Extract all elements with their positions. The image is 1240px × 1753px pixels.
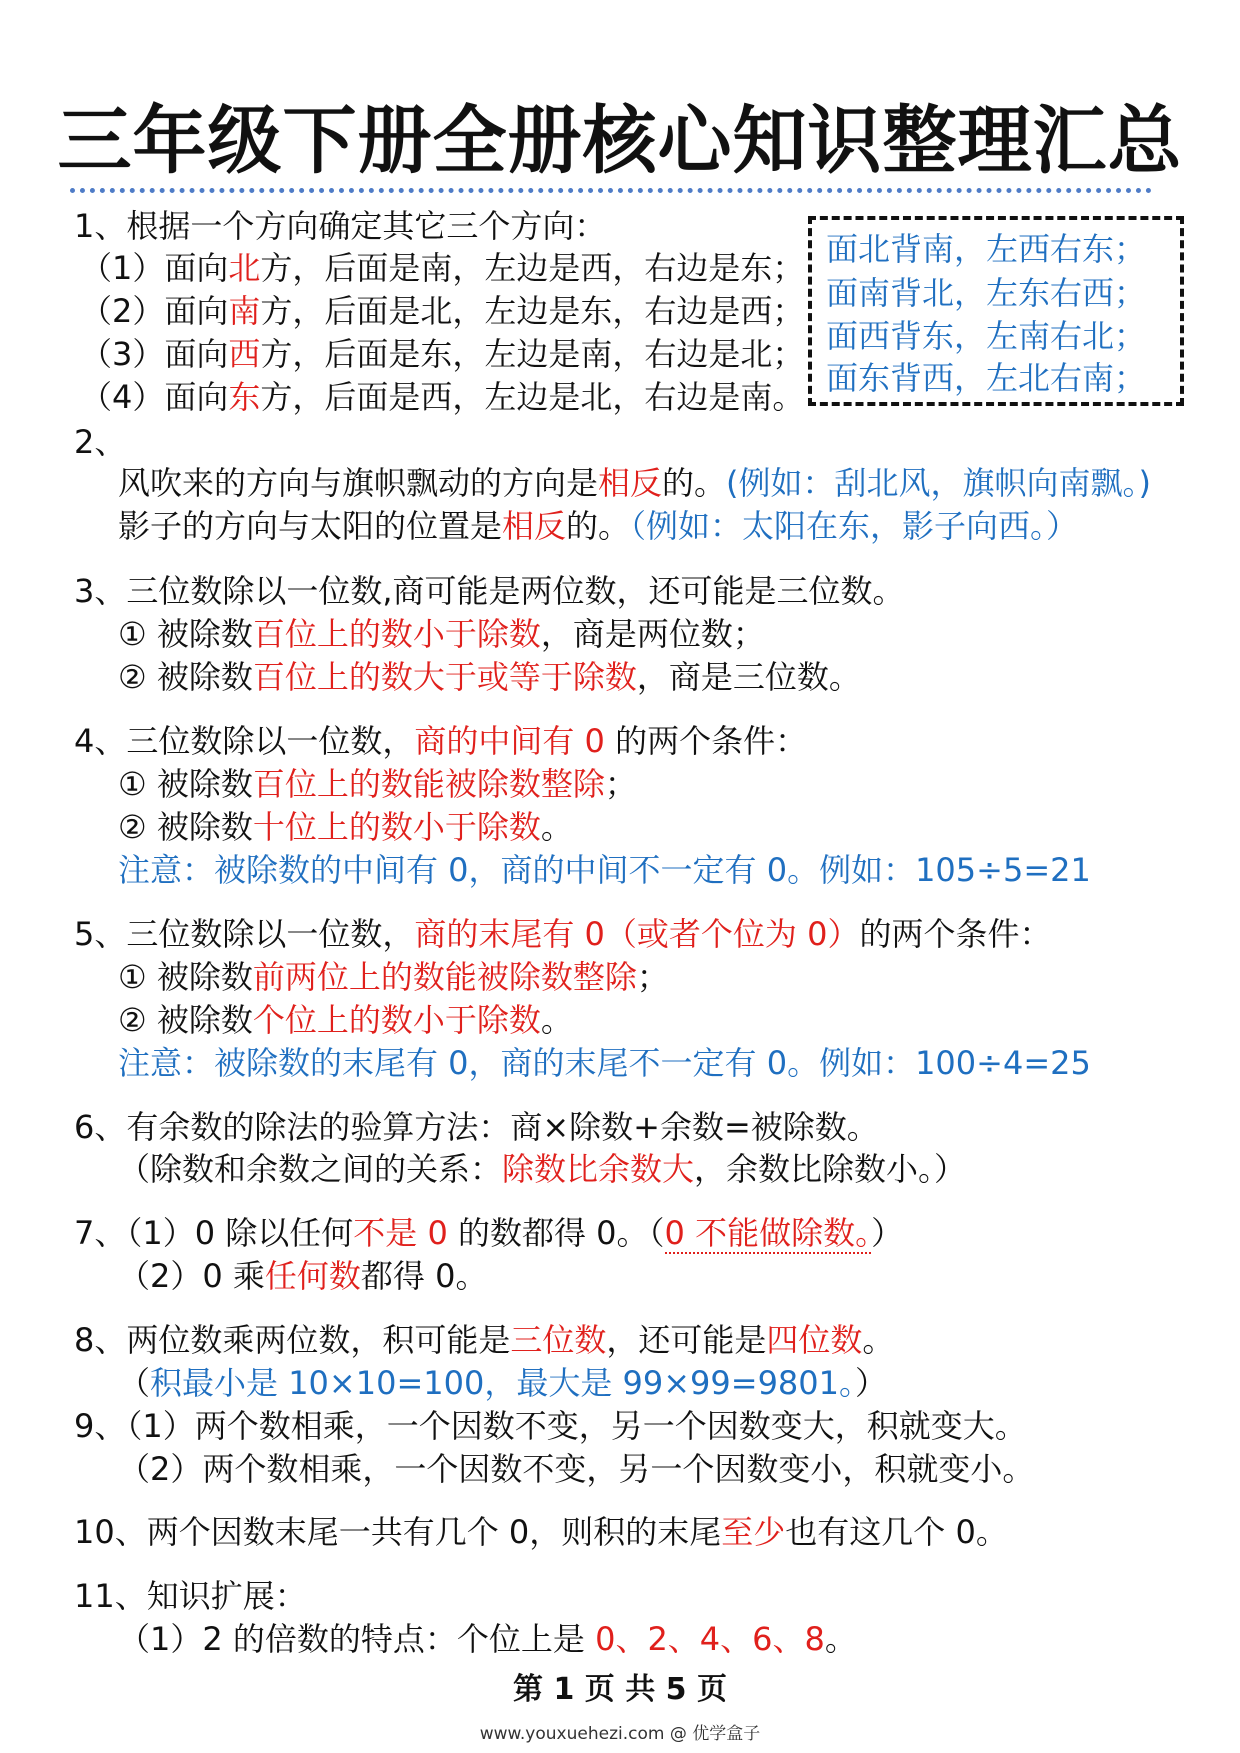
s8-line-1: （积最小是 10×10=100，最大是 99×99=9801。） [118, 1364, 888, 1402]
s6-line-1: （除数和余数之间的关系：除数比余数大，余数比除数小。） [118, 1150, 967, 1188]
s7-line-2: （2）0 乘任何数都得 0。 [118, 1257, 488, 1295]
s8-heading: 8、两位数乘两位数，积可能是三位数，还可能是四位数。 [74, 1321, 895, 1359]
page-title: 三年级下册全册核心知识整理汇总 [57, 98, 1183, 184]
s10-line: 10、两个因数末尾一共有几个 0，则积的末尾至少也有这几个 0。 [74, 1513, 1008, 1551]
page-number: 第 1 页 共 5 页 [513, 1672, 727, 1707]
s1-line-1: （1）面向北方，后面是南，左边是西，右边是东； [80, 249, 805, 287]
s9-line-1: 9、（1）两个数相乘，一个因数不变，另一个因数变大，积就变大。 [74, 1407, 1027, 1445]
s3-heading: 3、三位数除以一位数,商可能是两位数，还可能是三位数。 [74, 572, 905, 610]
s11-heading: 11、知识扩展： [74, 1577, 307, 1615]
s5-note: 注意：被除数的末尾有 0，商的末尾不一定有 0。例如：100÷4=25 [118, 1044, 1091, 1082]
s2-line-1: 风吹来的方向与旗帜飘动的方向是相反的。(例如：刮北风，旗帜向南飘。) [118, 464, 1152, 502]
s4-heading: 4、三位数除以一位数，商的中间有 0 的两个条件： [74, 722, 808, 760]
s3-line-1: ① 被除数百位上的数小于除数，商是两位数； [118, 615, 765, 653]
s9-line-2: （2）两个数相乘，一个因数不变，另一个因数变小，积就变小。 [118, 1450, 1035, 1488]
s4-line-1: ① 被除数百位上的数能被除数整除； [118, 765, 637, 803]
box-line-3: 面西背东，左南右北； [826, 317, 1147, 355]
s11-line-1: （1）2 的倍数的特点：个位上是 0、2、4、6、8。 [118, 1620, 857, 1658]
dotted-divider [70, 188, 1152, 193]
s1-line-2: （2）面向南方，后面是北，左边是东，右边是西； [80, 292, 805, 330]
s4-line-2: ② 被除数十位上的数小于除数。 [118, 808, 573, 846]
s1-line-4: （4）面向东方，后面是西，左边是北，右边是南。 [80, 378, 805, 416]
s5-heading: 5、三位数除以一位数，商的末尾有 0（或者个位为 0）的两个条件： [74, 915, 1052, 953]
s1-heading: 1、根据一个方向确定其它三个方向： [74, 207, 607, 245]
box-line-1: 面北背南，左西右东； [826, 230, 1147, 268]
s3-line-2: ② 被除数百位上的数大于或等于除数，商是三位数。 [118, 658, 861, 696]
website-watermark: www.youxuehezi.com @ 优学盒子 [479, 1724, 761, 1744]
s6-heading: 6、有余数的除法的验算方法：商×除数+余数=被除数。 [74, 1108, 879, 1146]
s7-line-1: 7、（1）0 除以任何不是 0 的数都得 0。（0 不能做除数。） [74, 1214, 904, 1252]
s5-line-2: ② 被除数个位上的数小于除数。 [118, 1001, 573, 1039]
box-line-2: 面南背北，左东右西； [826, 274, 1147, 312]
s1-line-3: （3）面向西方，后面是东，左边是南，右边是北； [80, 335, 805, 373]
s2-number: 2、 [74, 423, 127, 461]
s4-note: 注意：被除数的中间有 0，商的中间不一定有 0。例如：105÷5=21 [118, 851, 1091, 889]
box-line-4: 面东背西，左北右南； [826, 359, 1147, 397]
s2-line-2: 影子的方向与太阳的位置是相反的。（例如：太阳在东，影子向西。） [118, 507, 1079, 545]
s5-line-1: ① 被除数前两位上的数能被除数整除； [118, 958, 669, 996]
